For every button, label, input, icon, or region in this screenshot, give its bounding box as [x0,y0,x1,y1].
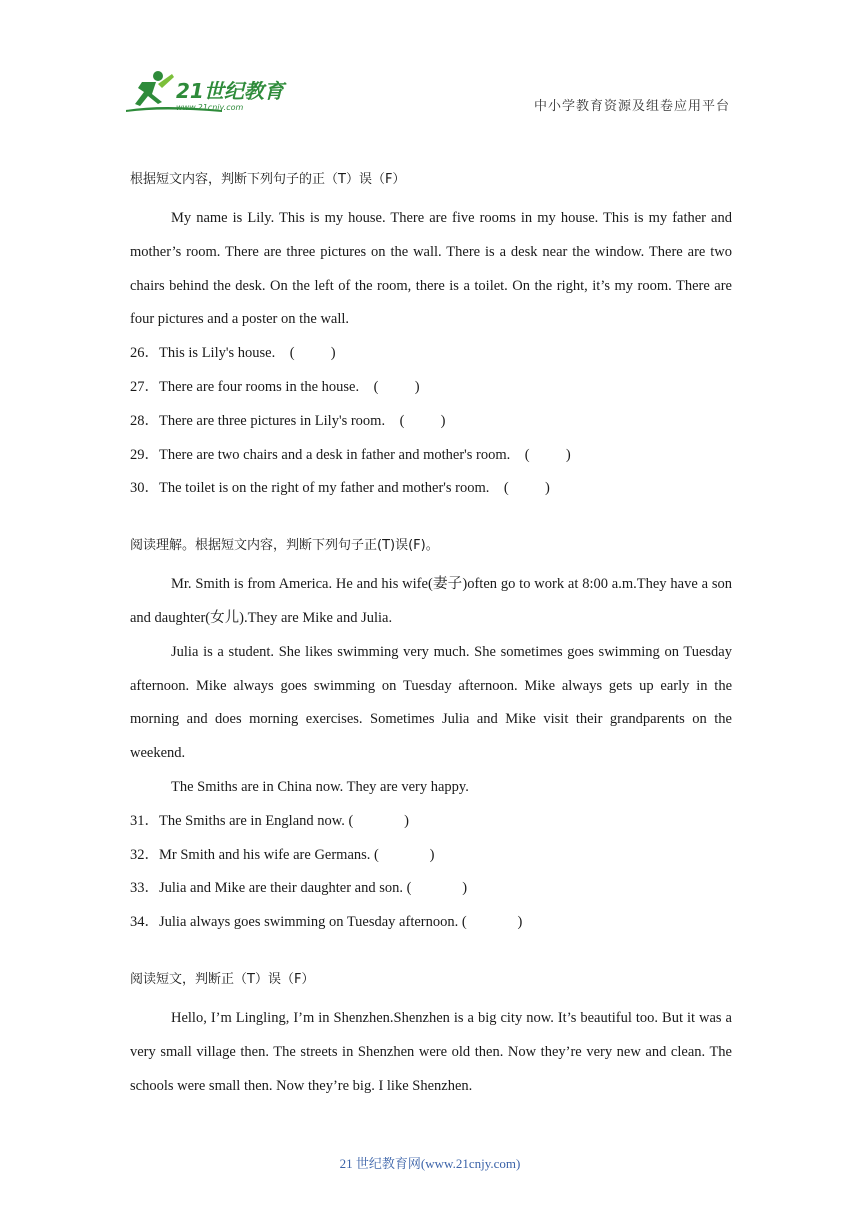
question-29: 29．There are two chairs and a desk in father and mother's room. ( ) [130,446,571,463]
question-32: 32．Mr Smith and his wife are Germans. ( ) [130,846,435,863]
question-26: 26．This is Lily's house. ( ) [130,345,336,362]
page-footer: 21 世纪教育网(www.21cnjy.com) [339,1156,521,1171]
question-34: 34．Julia always goes swimming on Tuesday afternoon. ( ) [130,914,523,931]
passage-paragraph: Mr. Smith is from America. He and his wife(妻子)often go to work at 8:00 a.m.They have a son and daughter(女儿).They are Mike and Julia. [130,576,732,626]
section-title: 阅读理解。根据短文内容，判断下列句子正(T)误(F)。 [130,538,439,554]
runner-logo-icon [122,68,292,116]
logo [122,68,292,116]
passage-paragraph: Julia is a student. She likes swimming very much. She sometimes goes swimming on Tuesday afternoon. Mike always goes swimming on Tuesday afternoon. Mike always gets up early in the morning and does morning exercises. Sometimes Julia and Mike visit their grandparents on the weekend. [130,643,732,762]
svg-text:www.21cnjy.com: www.21cnjy.com [176,103,244,112]
section-1 [130,168,732,506]
question-33: 33．Julia and Mike are their daughter and son. ( ) [130,880,468,897]
header-slogan: 中小学教育资源及组卷应用平台 [533,99,730,114]
section-3 [130,968,732,1103]
page-header [0,0,860,130]
document-body [130,168,732,1103]
section-title: 阅读短文，判断正（T）误（F） [130,971,315,987]
question-30: 30．The toilet is on the right of my father and mother's room. ( ) [130,480,550,497]
question-31: 31．The Smiths are in England now. ( ) [130,812,409,829]
passage-paragraph: The Smiths are in China now. They are very happy. [171,778,469,795]
section-2 [130,534,732,940]
passage-paragraph: My name is Lily. This is my house. There are five rooms in my house. This is my father and mother’s room. There are three pictures on the wall. There is a desk near the window. There are two chairs behind the desk. On the left of the room, there is a toilet. On the right, it’s my room. There are four pictures and a poster on the wall. [130,210,732,328]
question-27: 27．There are four rooms in the house. ( ) [130,378,420,395]
section-title: 根据短文内容，判断下列句子的正（T）误（F） [130,172,406,187]
passage-paragraph: Hello, I’m Lingling, I’m in Shenzhen.Shenzhen is a big city now. It’s beautiful too. But it was a very small village then. The streets in Shenzhen were old then. Now they’re very new and clean. The schools were small then. Now they’re big. I like Shenzhen. [130,1009,732,1094]
svg-text:21世纪教育: 21世纪教育 [176,79,284,103]
question-28: 28．There are three pictures in Lily's room. ( ) [130,412,446,429]
